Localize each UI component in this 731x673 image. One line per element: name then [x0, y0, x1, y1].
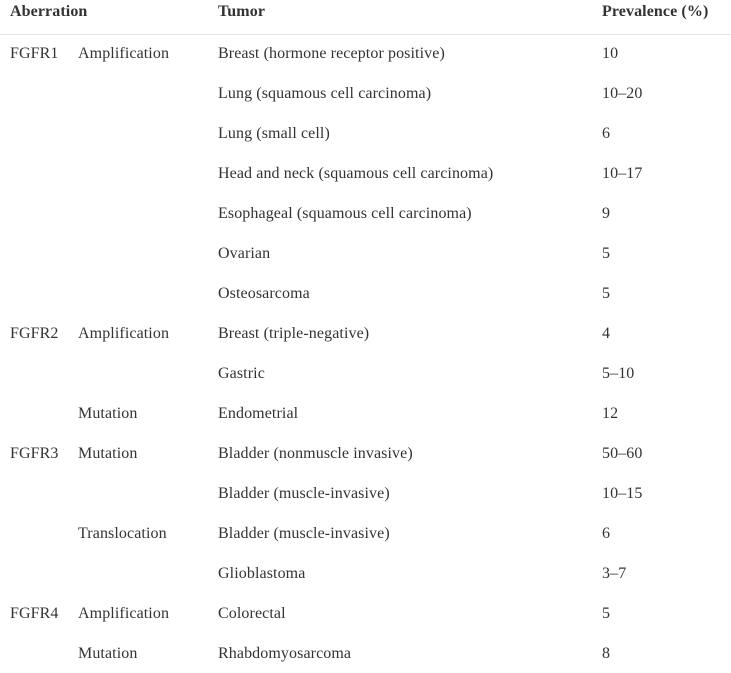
prevalence-cell: 10–15	[602, 485, 643, 502]
tumor-cell: Bladder (nonmuscle invasive)	[218, 445, 413, 462]
column-header-aberration: Aberration	[0, 0, 218, 34]
table-row	[0, 114, 731, 154]
prevalence-cell: 10–20	[602, 85, 643, 102]
gene-cell	[0, 274, 68, 314]
prevalence-cell: 10	[602, 45, 619, 63]
aberration-type-cell: Translocation	[78, 525, 167, 542]
prevalence-cell: 6	[602, 125, 611, 142]
aberration-type-cell	[68, 554, 218, 594]
aberration-type-cell: Amplification	[78, 325, 170, 342]
tumor-cell: Bladder (muscle-invasive)	[218, 525, 390, 542]
table-row	[0, 554, 731, 594]
prevalence-cell: 12	[602, 405, 619, 422]
tumor-cell: Head and neck (squamous cell carcinoma)	[218, 165, 494, 182]
aberration-type-cell: Mutation	[78, 405, 138, 422]
table-row	[0, 354, 731, 394]
gene-cell	[0, 554, 68, 594]
prevalence-cell: 5	[602, 285, 611, 302]
gene-cell: FGFR1	[10, 45, 59, 63]
column-header-tumor: Tumor	[218, 0, 602, 34]
tumor-cell: Lung (squamous cell carcinoma)	[218, 85, 432, 102]
gene-cell	[0, 394, 68, 434]
aberration-type-cell	[68, 474, 218, 514]
table-row	[0, 154, 731, 194]
table-row	[0, 74, 731, 114]
prevalence-cell: 5	[602, 245, 611, 262]
aberration-type-cell	[68, 114, 218, 154]
table-row	[0, 394, 731, 434]
gene-cell: FGFR2	[10, 325, 59, 342]
gene-cell	[0, 114, 68, 154]
gene-cell	[0, 154, 68, 194]
prevalence-cell: 50–60	[602, 445, 643, 462]
tumor-cell: Lung (small cell)	[218, 125, 330, 142]
table-row	[0, 514, 731, 554]
aberration-type-cell	[68, 194, 218, 234]
tumor-cell: Breast (triple-negative)	[218, 325, 370, 342]
aberration-type-cell	[68, 74, 218, 114]
table-row	[0, 594, 731, 634]
prevalence-cell: 6	[602, 525, 611, 542]
table-row	[0, 274, 731, 314]
table-row	[0, 634, 731, 673]
aberration-type-cell: Mutation	[78, 645, 138, 662]
table-row	[0, 434, 731, 474]
prevalence-cell: 5	[602, 605, 611, 622]
tumor-cell: Glioblastoma	[218, 565, 306, 582]
tumor-cell: Rhabdomyosarcoma	[218, 645, 352, 662]
column-header-prevalence: Prevalence (%)	[602, 0, 731, 34]
table-header	[0, 0, 731, 34]
prevalence-cell: 3–7	[602, 565, 627, 582]
prevalence-cell: 9	[602, 205, 611, 222]
aberration-type-cell	[68, 354, 218, 394]
table-row	[0, 314, 731, 354]
gene-cell	[0, 354, 68, 394]
table-row	[0, 474, 731, 514]
aberration-type-cell	[68, 234, 218, 274]
prevalence-cell: 10–17	[602, 165, 643, 182]
prevalence-cell: 8	[602, 645, 611, 662]
gene-cell: FGFR3	[10, 445, 59, 462]
tumor-cell: Gastric	[218, 365, 265, 382]
tumor-cell: Esophageal (squamous cell carcinoma)	[218, 205, 472, 222]
aberration-type-cell: Amplification	[78, 605, 170, 622]
gene-cell	[0, 634, 68, 673]
gene-cell	[0, 474, 68, 514]
gene-cell	[0, 74, 68, 114]
table-row	[0, 194, 731, 234]
tumor-cell: Bladder (muscle-invasive)	[218, 485, 390, 502]
table-body	[0, 34, 731, 673]
gene-cell	[0, 234, 68, 274]
tumor-cell: Endometrial	[218, 405, 299, 422]
aberration-type-cell	[68, 154, 218, 194]
prevalence-cell: 5–10	[602, 365, 635, 382]
table-row	[0, 234, 731, 274]
aberration-type-cell	[68, 274, 218, 314]
tumor-cell: Breast (hormone receptor positive)	[218, 45, 445, 63]
gene-cell	[0, 514, 68, 554]
gene-cell	[0, 194, 68, 234]
tumor-cell: Osteosarcoma	[218, 285, 310, 302]
gene-cell: FGFR4	[10, 605, 59, 622]
tumor-cell: Ovarian	[218, 245, 271, 262]
aberration-type-cell: Mutation	[78, 445, 138, 462]
tumor-cell: Colorectal	[218, 605, 286, 622]
table-row	[0, 34, 731, 74]
aberration-type-cell: Amplification	[78, 45, 170, 63]
prevalence-cell: 4	[602, 325, 611, 342]
header-row	[0, 0, 731, 34]
